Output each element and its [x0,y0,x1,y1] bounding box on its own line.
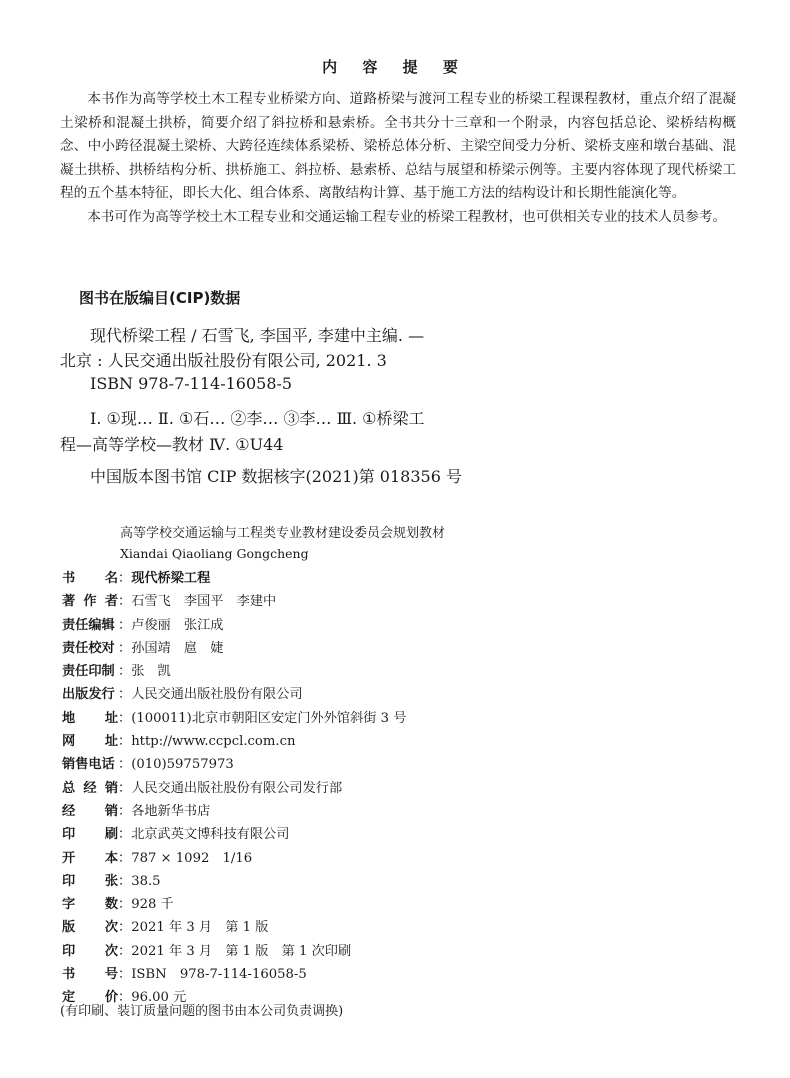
imprint-label-char: 刷 [104,827,118,843]
imprint-row [62,567,662,590]
imprint-colon: ： [118,757,132,773]
imprint-label-char: 定 [62,990,76,1006]
imprint-value: 787 × 1092 1/16 [131,850,253,866]
imprint-label [62,683,118,706]
summary-paragraph: 本书作为高等学校土木工程专业桥梁方向、道路桥梁与渡河工程专业的桥梁工程课程教材，重点介绍了混凝土梁桥和混凝土拱桥，简要介绍了斜拉桥和悬索桥。全书共分十三章和一个附录，内容包括总论、梁桥结构概念、中小跨径混凝土梁桥、大跨径连续体系梁桥、梁桥总体分析、主梁空间受力分析、梁桥支座和墩台基础、混凝土拱桥、拱桥结构分析、拱桥施工、斜拉桥、悬索桥、总结与展望和桥梁示例等。主要内容体现了现代桥梁工程的五个基本特征，即长大化、组合体系、离散结构计算、基于施工方法的结构设计和长期性能演化等。 [60,91,736,201]
cip-line: 北京 : 人民交通出版社股份有限公司, 2021. 3 [60,351,387,370]
imprint-label-char: 书 [62,571,76,586]
imprint-row [62,637,662,660]
imprint-colon: ： [118,710,132,726]
imprint-value: 96.00 元 [131,990,187,1006]
summary-title: 内 容 提 要 [322,58,468,76]
imprint-label [62,823,118,846]
cip-line: ISBN 978-7-114-16058-5 [90,374,293,393]
imprint-label-char: 销 [104,803,118,819]
cip-heading: 图书在版编目(CIP)数据 [79,289,241,307]
imprint-value: (100011)北京市朝阳区安定门外外馆斜街 3 号 [131,710,407,726]
series-name: 高等学校交通运输与工程类专业教材建设委员会规划教材 [120,526,446,541]
imprint-label [62,870,118,893]
imprint-label-char: 地 [62,710,76,726]
imprint-value: (010)59757973 [131,757,234,773]
imprint-label-char: 开 [62,850,76,866]
imprint-colon: ： [118,943,132,959]
imprint-label-char: 次 [104,920,118,936]
imprint-colon: ： [118,990,132,1006]
imprint-label [62,940,118,963]
imprint-label [62,963,118,986]
imprint-label [62,730,118,753]
imprint-label-char: 版 [62,920,76,936]
imprint-row [62,777,662,800]
imprint-value: 石雪飞 李国平 李建中 [131,594,277,610]
imprint-label [62,847,118,870]
imprint-colon: ： [118,873,132,889]
imprint-label-char: 责任编辑 [62,617,115,633]
cip-line: 现代桥梁工程 / 石雪飞, 李国平, 李建中主编. — [90,326,425,345]
imprint-label-char: 书 [62,967,76,983]
imprint-value: 张 凯 [131,664,171,680]
imprint-label-char: 责任印制 [62,664,115,680]
imprint-label-char: 印 [62,873,76,889]
imprint-label-char: 网 [62,734,76,750]
imprint-label [62,707,118,730]
imprint-label-char: 经 [83,780,97,796]
imprint-label-char: 次 [104,943,118,959]
imprint-row [62,683,662,706]
imprint-label-char: 价 [104,990,118,1006]
imprint-row [62,660,662,683]
imprint-label-char: 销售电话 [62,757,115,773]
imprint-colon: ： [118,803,132,819]
imprint-label-char: 字 [62,897,76,913]
summary-paragraph: 本书可作为高等学校土木工程专业和交通运输工程专业的桥梁工程教材，也可供相关专业的技术人员参考。 [87,208,727,225]
pinyin-title: Xiandai Qiaoliang Gongcheng [120,546,309,561]
imprint-colon: ： [118,617,132,633]
imprint-label [62,660,118,683]
imprint-label-char: 责任校对 [62,640,115,656]
imprint-label-char: 作 [83,594,97,610]
imprint-row [62,800,662,823]
imprint-value: 人民交通出版社股份有限公司 [131,687,303,703]
imprint-row [62,940,662,963]
imprint-label-char: 印 [62,827,76,843]
imprint-label-char: 者 [104,594,118,610]
imprint-value: 2021 年 3 月 第 1 版 第 1 次印刷 [131,943,352,959]
imprint-label [62,637,118,660]
imprint-colon: ： [118,734,132,750]
imprint-label-char: 著 [62,594,76,610]
imprint-row [62,823,662,846]
imprint-value: ISBN 978-7-114-16058-5 [131,967,307,983]
imprint-value: 各地新华书店 [131,803,211,819]
imprint-row [62,916,662,939]
imprint-row [62,893,662,916]
imprint-value: 38.5 [131,873,161,889]
imprint-colon: ： [118,594,132,610]
imprint-colon: ： [118,850,132,866]
imprint-value: 928 千 [131,897,174,913]
imprint-colon: ： [118,780,132,796]
imprint-row [62,614,662,637]
imprint-colon: ： [118,571,132,586]
imprint-label-char: 数 [104,897,118,913]
imprint-row [62,870,662,893]
imprint-label-char: 销 [104,780,118,796]
imprint-table [62,567,662,1010]
imprint-label-char: 名 [104,571,118,586]
imprint-label [62,590,118,613]
imprint-colon: ： [118,967,132,983]
cip-number: 中国版本图书馆 CIP 数据核字(2021)第 018356 号 [90,467,462,486]
imprint-value: 人民交通出版社股份有限公司发行部 [131,780,343,796]
imprint-colon: ： [118,640,132,656]
imprint-label-char: 张 [104,873,118,889]
imprint-label [62,753,118,776]
imprint-row [62,730,662,753]
imprint-colon: ： [118,687,132,703]
cip-line: Ⅰ. ①现… Ⅱ. ①石… ②李… ③李… Ⅲ. ①桥梁工 [90,409,425,428]
imprint-row [62,707,662,730]
imprint-label-char: 址 [104,710,118,726]
imprint-value: http://www.ccpcl.com.cn [131,734,296,750]
imprint-value: 现代桥梁工程 [131,571,211,586]
imprint-row [62,753,662,776]
imprint-label [62,893,118,916]
imprint-value: 北京武英文博科技有限公司 [131,827,290,843]
imprint-colon: ： [118,897,132,913]
imprint-label [62,800,118,823]
imprint-label-char: 总 [62,780,76,796]
cip-line: 程—高等学校—教材 Ⅳ. ①U44 [60,435,284,454]
imprint-row [62,590,662,613]
imprint-colon: ： [118,920,132,936]
imprint-label-char: 印 [62,943,76,959]
imprint-label [62,567,118,590]
imprint-label-char: 出版发行 [62,687,115,703]
imprint-row [62,963,662,986]
imprint-value: 2021 年 3 月 第 1 版 [131,920,269,936]
imprint-value: 卢俊丽 张江成 [131,617,224,633]
footer-note: (有印刷、装订质量问题的图书由本公司负责调换) [60,1004,344,1019]
imprint-colon: ： [118,827,132,843]
imprint-label-char: 址 [104,734,118,750]
imprint-label-char: 号 [104,967,118,983]
imprint-label-char: 本 [104,850,118,866]
imprint-label [62,916,118,939]
imprint-row [62,847,662,870]
imprint-value: 孙国靖 扈 婕 [131,640,224,656]
imprint-colon: ： [118,664,132,680]
summary-text [60,88,736,229]
imprint-label-char: 经 [62,803,76,819]
imprint-label [62,777,118,800]
imprint-label [62,614,118,637]
